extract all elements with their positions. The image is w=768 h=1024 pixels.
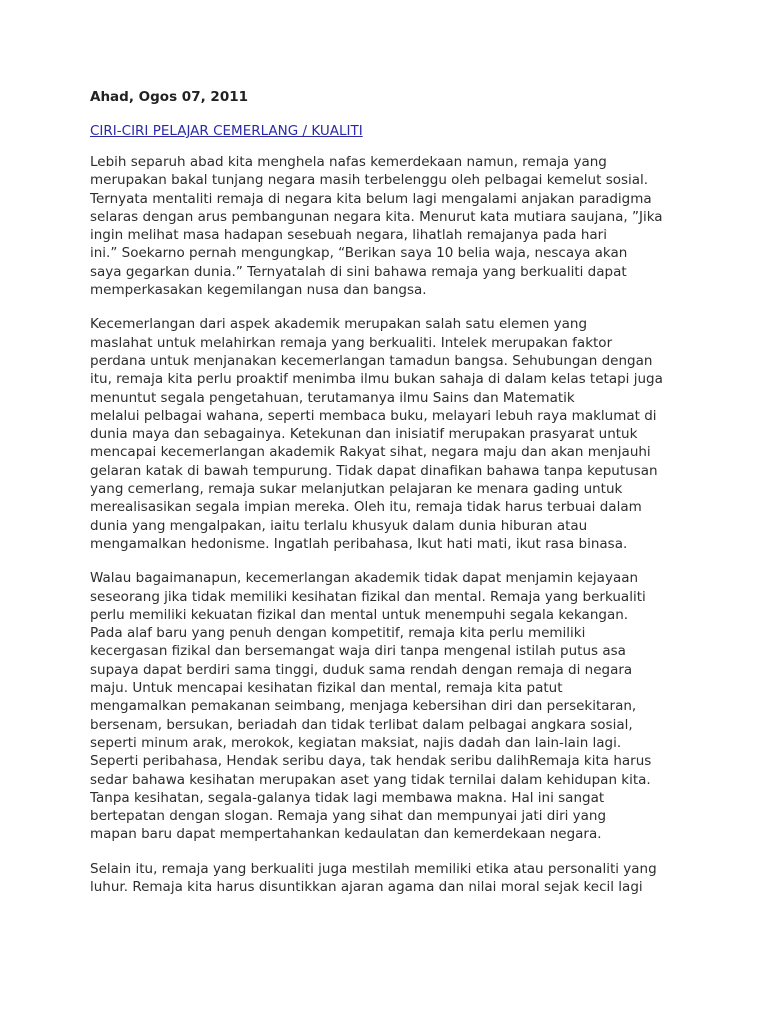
text-line: selaras dengan arus pembangunan negara kita. Menurut kata mutiara saujana, ”Jika (90, 208, 663, 225)
text-line: merupakan bakal tunjang negara masih terbelenggu oleh pelbagai kemelut sosial. (90, 172, 649, 189)
text-line: bersenam, bersukan, beriadah dan tidak terlibat dalam pelbagai angkara sosial, (90, 716, 633, 733)
paragraph (90, 569, 690, 843)
paragraph (90, 315, 690, 553)
text-line: ini.” Soekarno pernah mengungkap, “Berikan saya 10 belia waja, nescaya akan (90, 245, 628, 262)
text-line: perlu memiliki kekuatan fizikal dan mental untuk menempuhi segala kekangan. (90, 606, 629, 623)
post-body (90, 153, 690, 896)
text-line: mengamalkan pemakanan seimbang, menjaga kebersihan diri dan persekitaran, (90, 698, 637, 715)
text-line: itu, remaja kita perlu proaktif menimba ilmu bukan sahaja di dalam kelas tetapi juga (90, 371, 663, 388)
post-title-link[interactable]: CIRI-CIRI PELAJAR CEMERLANG / KUALITI (90, 123, 363, 139)
text-line: Tanpa kesihatan, segala-galanya tidak lagi membawa makna. Hal ini sangat (90, 789, 605, 806)
text-line: Kecemerlangan dari aspek akademik merupakan salah satu elemen yang (90, 316, 588, 333)
text-line: Selain itu, remaja yang berkualiti juga mestilah memiliki etika atau personaliti yang (90, 860, 657, 877)
post-date: Ahad, Ogos 07, 2011 (90, 89, 248, 105)
text-line: Pada alaf baru yang penuh dengan kompetitif, remaja kita perlu memiliki (90, 625, 586, 642)
text-line: luhur. Remaja kita harus disuntikkan ajaran agama dan nilai moral sejak kecil lagi (90, 878, 643, 895)
text-line: Seperti peribahasa, Hendak seribu daya, tak hendak seribu dalihRemaja kita harus (90, 753, 652, 770)
paragraph (90, 153, 690, 299)
text-line: ingin melihat masa hadapan sesebuah negara, lihatlah remajanya pada hari (90, 227, 607, 244)
text-line: Walau bagaimanapun, kecemerlangan akademik tidak dapat menjamin kejayaan (90, 570, 639, 587)
text-line: Ternyata mentaliti remaja di negara kita belum lagi mengalami anjakan paradigma (90, 190, 652, 207)
text-line: yang cemerlang, remaja sukar melanjutkan pelajaran ke menara gading untuk (90, 481, 623, 498)
text-line: memperkasakan kegemilangan nusa dan bangsa. (90, 282, 427, 299)
text-line: merealisasikan segala impian mereka. Oleh itu, remaja tidak harus terbuai dalam (90, 499, 642, 516)
text-line: seseorang jika tidak memiliki kesihatan fizikal dan mental. Remaja yang berkualiti (90, 588, 646, 605)
text-line: maslahat untuk melahirkan remaja yang berkualiti. Intelek merupakan faktor (90, 334, 613, 351)
text-line: dunia maya dan sebagainya. Ketekunan dan inisiatif merupakan prasyarat untuk (90, 426, 638, 443)
text-line: menuntut segala pengetahuan, terutamanya ilmu Sains dan Matematik (90, 389, 575, 406)
text-line: sedar bahawa kesihatan merupakan aset yang tidak ternilai dalam kehidupan kita. (90, 771, 651, 788)
text-line: perdana untuk menjanakan kecemerlangan tamadun bangsa. Sehubungan dengan (90, 352, 653, 369)
text-line: Lebih separuh abad kita menghela nafas kemerdekaan namun, remaja yang (90, 154, 607, 170)
text-line: mencapai kecemerlangan akademik Rakyat sihat, negara maju dan akan menjauhi (90, 444, 651, 461)
paragraph (90, 860, 690, 897)
blog-post (90, 88, 690, 912)
text-line: supaya dapat berdiri sama tinggi, duduk sama rendah dengan remaja di negara (90, 661, 633, 678)
text-line: dunia yang mengalpakan, iaitu terlalu khusyuk dalam dunia hiburan atau (90, 517, 588, 534)
text-line: maju. Untuk mencapai kesihatan fizikal dan mental, remaja kita patut (90, 680, 563, 697)
text-line: gelaran katak di bawah tempurung. Tidak dapat dinafikan bahawa tanpa keputusan (90, 462, 658, 479)
text-line: saya gegarkan dunia.” Ternyatalah di sini bahawa remaja yang berkualiti dapat (90, 263, 627, 280)
text-line: seperti minum arak, merokok, kegiatan maksiat, najis dadah dan lain-lain lagi. (90, 734, 622, 751)
text-line: mengamalkan hedonisme. Ingatlah peribahasa, Ikut hati mati, ikut rasa binasa. (90, 535, 628, 552)
text-line: melalui pelbagai wahana, seperti membaca buku, melayari lebuh raya maklumat di (90, 407, 657, 424)
text-line: bertepatan dengan slogan. Remaja yang sihat dan mempunyai jati diri yang (90, 808, 607, 825)
text-line: kecergasan fizikal dan bersemangat waja diri tanpa mengenal istilah putus asa (90, 643, 626, 660)
text-line: mapan baru dapat mempertahankan kedaulatan dan kemerdekaan negara. (90, 826, 602, 843)
